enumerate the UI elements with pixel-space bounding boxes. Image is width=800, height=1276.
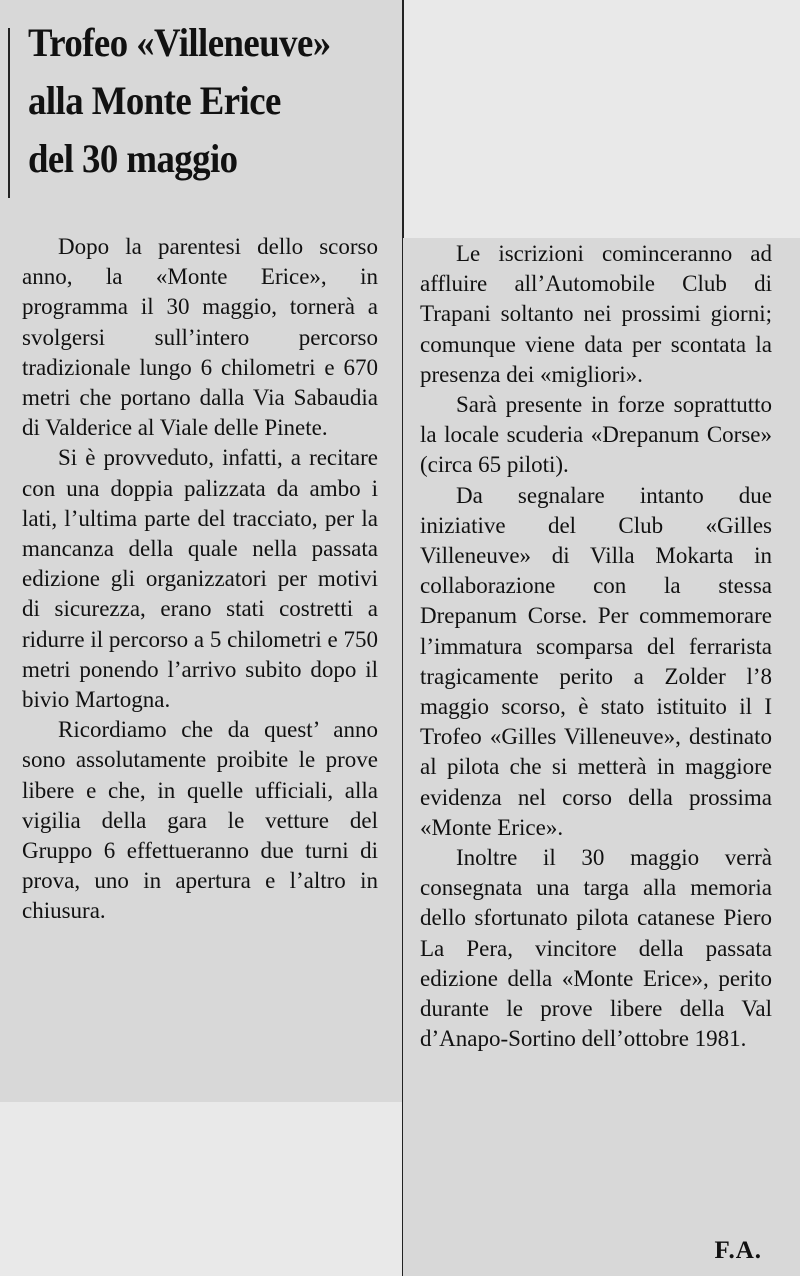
paragraph: Sarà presente in forze soprattutto la locale scuderia «Drepanum Corse» (circa 65 piloti). [420,392,772,478]
article-column-left [22,232,378,927]
article-column-right [420,239,772,1054]
paragraph: Ricordiamo che da quest’ anno sono assolutamente proibite le prove libere e che, in quelle ufficiali, alla vigilia della gara le vetture del Gruppo 6 effettueranno due turni di prova, uno in apertura e l’altro in chiusura. [22,717,378,924]
headline-side-rule [8,28,10,198]
paragraph: Si è provveduto, infatti, a recitare con una doppia palizzata da ambo i lati, l’ultima parte del tracciato, per la mancanza della quale nella passata edizione gli organizzatori per motivi di sicurezza, erano stati costretti a ridurre il percorso a 5 chilometri e 750 metri ponendo l’arrivo subito dopo il bivio Martogna. [22,445,378,713]
author-signature: F.A. [714,1237,762,1264]
paragraph: Dopo la parentesi dello scorso anno, la «Monte Erice», in programma il 30 maggio, tornerà a svolgersi sull’intero percorso tradizionale lungo 6 chilometri e 670 metri che portano dalla Via Sabaudia di Valderice al Viale delle Pinete. [22,234,378,441]
header-edge-rule [402,0,404,238]
headline-line-3: del 30 maggio [28,136,238,181]
headline-line-1: Trofeo «Villeneuve» [28,20,331,65]
column-divider-rule [402,238,403,1276]
article-headline [28,14,368,188]
headline-line-2: alla Monte Erice [28,78,281,123]
paragraph: Le iscrizioni cominceranno ad affluire all’Automobile Club di Trapani soltanto nei prossimi giorni; comunque viene data per scontata la presenza dei «migliori». [420,241,772,387]
paragraph: Inoltre il 30 maggio verrà consegnata una targa alla memoria dello sfortunato pilota catanese Piero La Pera, vincitore della passata edizione della «Monte Erice», perito durante le prove libere della Val d’Anapo-Sortino dell’ottobre 1981. [420,845,772,1052]
paragraph: Da segnalare intanto due iniziative del Club «Gilles Villeneuve» di Villa Mokarta in collaborazione con la stessa Drepanum Corse. Per commemorare l’immatura scomparsa del ferrarista tragicamente perito a Zolder l’8 maggio scorso, è stato istituito il I Trofeo «Gilles Villeneuve», destinato al pilota che si metterà in maggiore evidenza nel corso della prossima «Monte Erice». [420,482,772,840]
